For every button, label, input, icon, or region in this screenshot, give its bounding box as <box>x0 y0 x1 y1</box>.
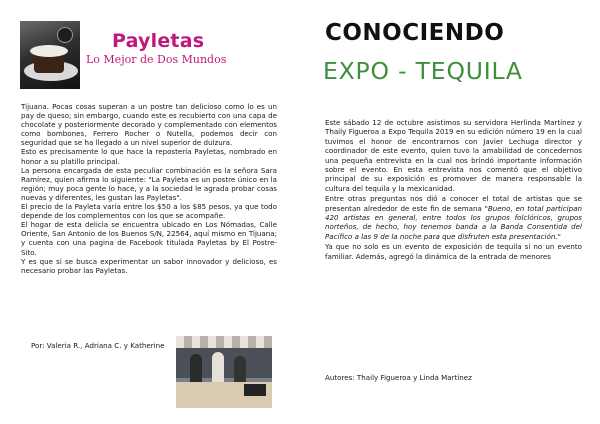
right-paragraph: Este sábado 12 de octubre asistimos su servidora Herlinda Martínez y Thaily Figueroa a Expo Tequila 2019 en su edición número 19 en la cual tuvimos el honor de encontrarnos con Javier Lechuga director y coordinador de este evento, quien tuvo la amabilidad de concedernos una pequeña entrevista en la cual nos brindó importante información sobre el evento. En esta entrevista nos comentó que el objetivo principal de su exposición es promover de manera responsable la cultura del tequila y la mexicanidad. <box>325 118 582 193</box>
left-paragraph: El hogar de esta delicia se encuentra ubicado en Los Nómadas, Calle Oriente, San Antonio de los Buenos S/N, 22564, aquí mismo en Tijuana; y cuenta con una pagina de Facebook titulada Payletas by El Postre-Sito. <box>21 220 277 257</box>
brand-subtitle: Lo Mejor de Dos Mundos <box>86 53 227 66</box>
left-paragraph: El precio de la Payleta varía entre los $50 a los $85 pesos, ya que todo depende de los complementos con los que se acompañe. <box>21 202 277 221</box>
paragraph-intro: Entre otras preguntas nos dió a conocer el total de artistas que se presentan alrededor de este fin de semana <box>325 194 582 213</box>
payleta-dessert-photo <box>20 21 80 89</box>
right-page <box>300 0 600 424</box>
right-article-body <box>325 118 582 262</box>
left-paragraph: Tijuana. Pocas cosas superan a un postre tan delicioso como lo es un pay de queso; sin embargo, cuando este es recubierto con una capa de chocolate y posteriormente decorado y complementado con elementos como bombones, Ferrero Rocher o Nutella, podemos decir con seguridad que se ha llegado a un nivel superior de dulzura. <box>21 102 277 148</box>
brand-title: Payletas <box>112 30 205 52</box>
right-byline: Autores: Thaily Figueroa y Linda Martínez <box>325 373 472 382</box>
right-paragraph <box>325 194 582 241</box>
left-paragraph: Esto es precisamente lo que hace la repostería Payletas, nombrado en honor a su platillo principal. <box>21 147 277 166</box>
interview-quote: "Bueno, en total participan 420 artistas en general, entre todos los grupos folclóricos, grupos norteños, de hecho, hoy tenemos banda a la Banda Consentida del Pacífico a las 9 de la noche para que disfruten esta presentación." <box>325 203 582 241</box>
stand-photo <box>176 336 272 408</box>
right-paragraph: Ya que no solo es un evento de exposición de tequila si no un evento familiar. Además, agregó la dinámica de la entrada de menores <box>325 242 582 261</box>
left-paragraph: Y es que si se busca experimentar un sabor innovador y delicioso, es necesario probar las Payletas. <box>21 256 277 275</box>
left-byline: Por: Valeria R., Adriana C. y Katherine <box>31 341 165 350</box>
left-article-body <box>21 102 277 275</box>
article-title-line1: CONOCIENDO <box>325 20 505 46</box>
left-paragraph: La persona encargada de esta peculiar combinación es la señora Sara Ramírez, quien afirma lo siguiente: "La Payleta es un postre único en la región; muy poca gente lo hace, y a la sociedad le agrada probar cosas nuevas y diferentes, les gustan las Payletas". <box>21 165 277 202</box>
article-title-line2: EXPO - TEQUILA <box>323 57 523 85</box>
